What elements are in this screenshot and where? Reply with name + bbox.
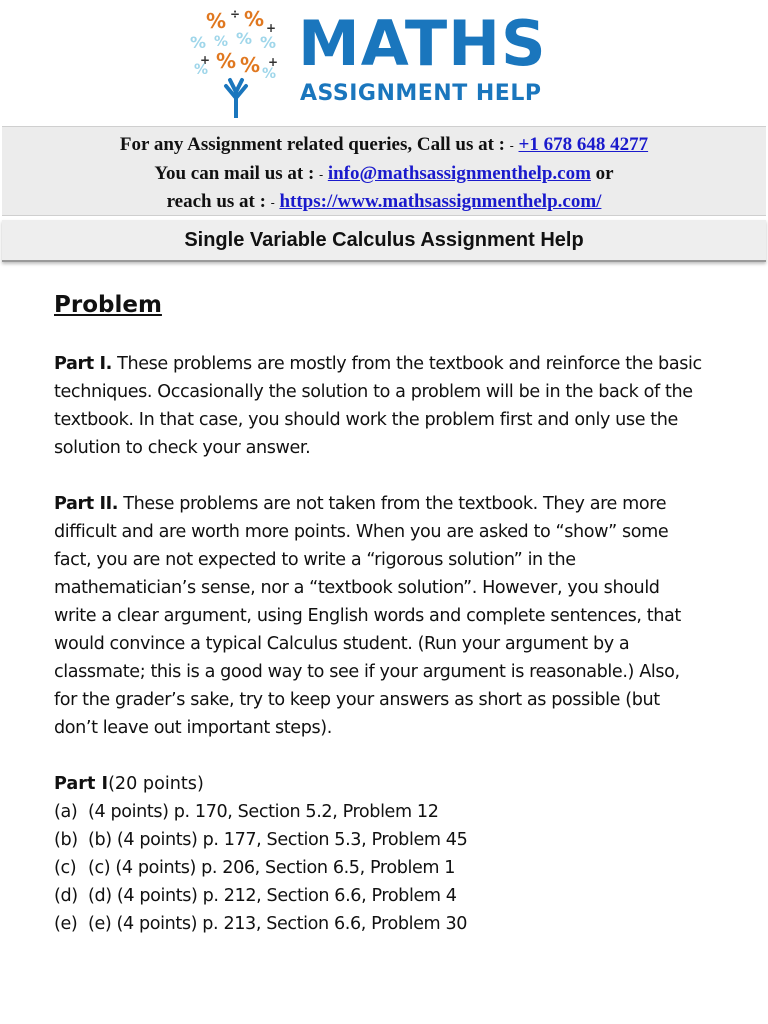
part1-problem-list bbox=[54, 770, 704, 938]
list-item-text: (c) (4 points) p. 206, Section 6.5, Problem 1 bbox=[88, 858, 456, 878]
part1-list-points: (20 points) bbox=[108, 774, 204, 794]
svg-text:%: % bbox=[260, 33, 277, 52]
contact-line-phone bbox=[2, 131, 766, 160]
svg-text:+: + bbox=[266, 21, 277, 35]
list-item-text: (e) (4 points) p. 213, Section 6.6, Problem 30 bbox=[88, 914, 468, 934]
list-item bbox=[54, 798, 704, 826]
tree-with-percent-symbols-icon bbox=[186, 2, 290, 118]
svg-text:%: % bbox=[216, 49, 237, 73]
svg-text:+: + bbox=[200, 53, 211, 67]
list-marker: (b) bbox=[54, 830, 78, 850]
svg-text:%: % bbox=[236, 29, 253, 48]
part1-label: Part I. bbox=[54, 354, 112, 374]
list-item bbox=[54, 882, 704, 910]
contact-phone-prefix: For any Assignment related queries, Call us at : bbox=[119, 134, 506, 155]
svg-text:%: % bbox=[262, 66, 277, 82]
svg-text:%: % bbox=[214, 34, 229, 50]
part2-intro-text: These problems are not taken from the textbook. They are more difficult and are worth more points. When you are asked to “show” some fact, you are not expected to write a “rigorous solution” in the mathematician’s sense, nor a “textbook solution”. However, you should write a clear argument, using English words and complete sentences, that would convince a typical Calculus student. (Run your argument by a classmate; this is a good way to see if your argument is reasonable.) Also, for the grader’s sake, try to keep your answers as short as possible (but don’t leave out important steps). bbox=[54, 494, 681, 738]
section-heading: Problem bbox=[54, 292, 162, 318]
contact-email-prefix: You can mail us at : bbox=[154, 162, 315, 184]
separator: - bbox=[270, 195, 275, 210]
list-item bbox=[54, 854, 704, 882]
part1-intro-paragraph bbox=[54, 350, 704, 462]
part1-intro-text: These problems are mostly from the textbook and reinforce the basic techniques. Occasionally the solution to a problem will be in the back of the textbook. In that case, you should work the problem first and only use the solution to check your answer. bbox=[54, 354, 702, 458]
phone-link[interactable]: +1 678 648 4277 bbox=[518, 134, 649, 155]
contact-line-website bbox=[2, 188, 766, 217]
svg-text:%: % bbox=[194, 62, 209, 78]
list-item-text: (4 points) p. 170, Section 5.2, Problem 12 bbox=[88, 802, 439, 822]
brand-name: MATHS bbox=[298, 7, 547, 80]
contact-info-box bbox=[2, 126, 766, 216]
email-link[interactable]: info@mathsassignmenthelp.com bbox=[327, 162, 591, 184]
svg-text:%: % bbox=[190, 33, 207, 52]
separator: - bbox=[319, 167, 324, 182]
part1-list-heading bbox=[54, 770, 704, 798]
list-item bbox=[54, 910, 704, 938]
website-link[interactable]: https://www.mathsassignmenthelp.com/ bbox=[279, 191, 602, 213]
brand-tagline: ASSIGNMENT HELP bbox=[300, 81, 542, 106]
separator: - bbox=[509, 138, 514, 153]
svg-text:%: % bbox=[240, 53, 261, 77]
svg-text:%: % bbox=[244, 7, 265, 31]
list-item-text: (b) (4 points) p. 177, Section 5.3, Problem 45 bbox=[88, 830, 468, 850]
document-title: Single Variable Calculus Assignment Help bbox=[2, 220, 766, 262]
list-marker: (a) bbox=[54, 802, 78, 822]
contact-website-prefix: reach us at : bbox=[166, 191, 266, 213]
contact-email-suffix: or bbox=[595, 162, 614, 184]
site-header bbox=[0, 0, 768, 120]
list-item-text: (d) (4 points) p. 212, Section 6.6, Problem 4 bbox=[88, 886, 457, 906]
part2-intro-paragraph bbox=[54, 490, 704, 742]
document-body bbox=[54, 288, 704, 938]
part1-list-label: Part I bbox=[54, 774, 109, 794]
list-marker: (d) bbox=[54, 886, 78, 906]
svg-text:+: + bbox=[268, 55, 279, 69]
svg-text:÷: ÷ bbox=[230, 7, 241, 21]
list-marker: (c) bbox=[54, 858, 77, 878]
svg-text:%: % bbox=[206, 9, 227, 33]
contact-line-email bbox=[2, 160, 766, 189]
part2-label: Part II. bbox=[54, 494, 119, 514]
list-marker: (e) bbox=[54, 914, 78, 934]
list-item bbox=[54, 826, 704, 854]
